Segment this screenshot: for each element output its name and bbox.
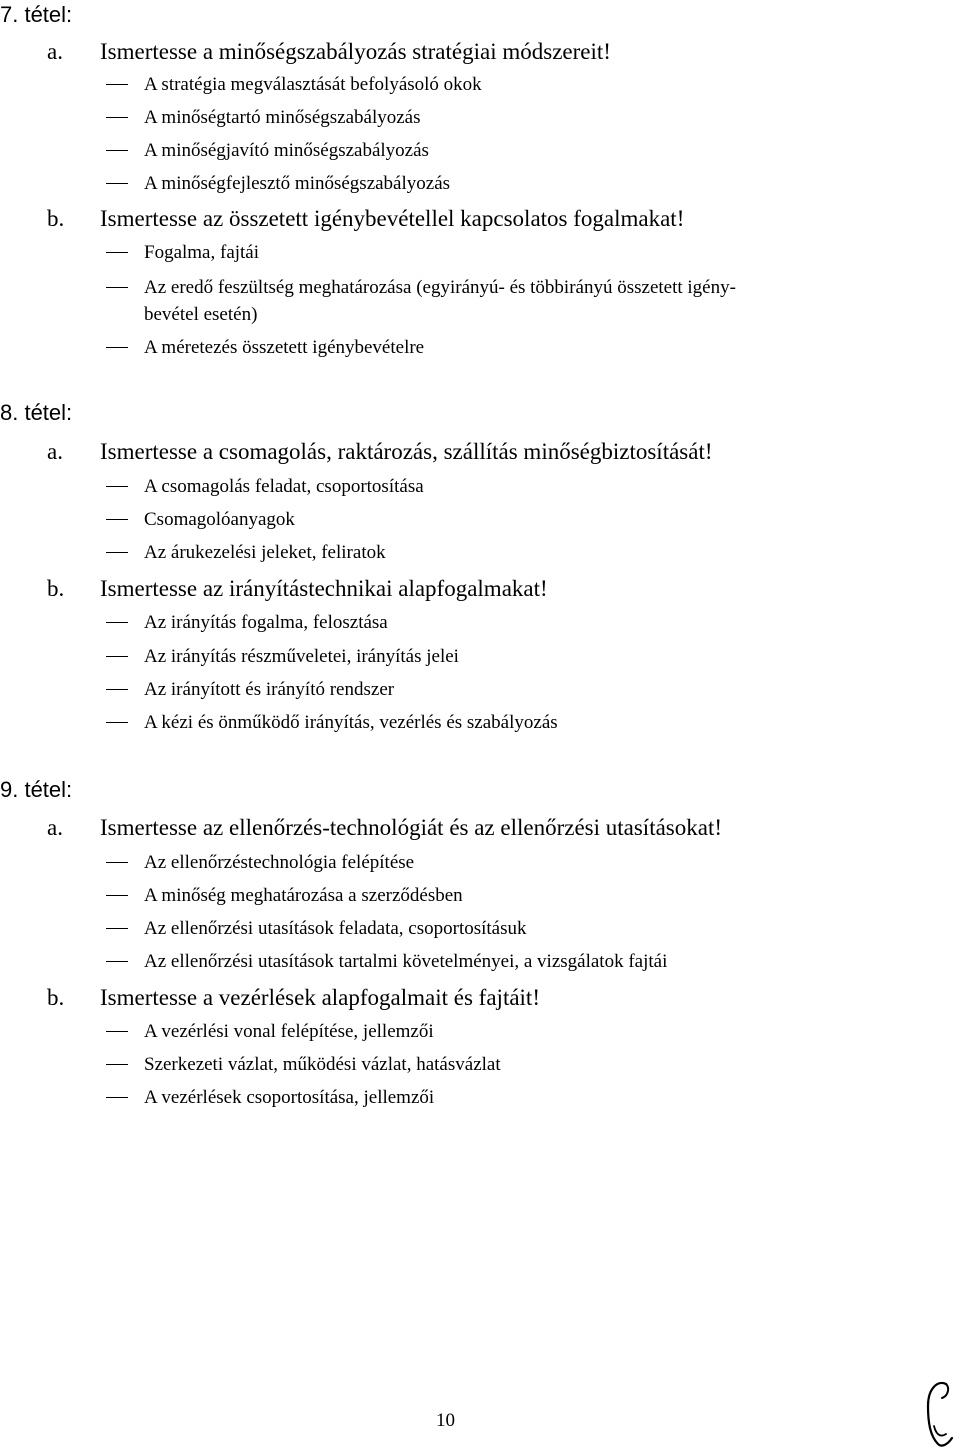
part-title: Ismertesse az ellenőrzés-technológiát és az ellenőrzési utasításokat! [100,815,722,840]
section-heading-8: 8. tétel: [0,400,73,425]
dash-icon [106,150,128,151]
dash-icon [106,347,128,348]
part-title: Ismertesse a minőségszabályozás stratégiai módszereit! [100,39,611,64]
dash-icon [106,486,128,487]
list-item: A minőség meghatározása a szerződésben [144,885,463,906]
section-heading-7: 7. tétel: [0,2,73,27]
part-letter: b. [47,985,65,1010]
section-heading-9: 9. tétel: [0,777,73,802]
dash-icon [106,552,128,553]
list-item: Az irányítás részműveletei, irányítás jelei [144,646,459,667]
dash-icon [106,252,128,253]
dash-icon [106,895,128,896]
list-item: A kézi és önműködő irányítás, vezérlés és szabályozás [144,712,558,733]
list-item: A csomagolás feladat, csoportosítása [144,476,424,497]
dash-icon [106,862,128,863]
dash-icon [106,1097,128,1098]
list-item: Az ellenőrzéstechnológia felépítése [144,852,415,873]
handwritten-signature-icon [920,1378,956,1450]
list-item: A stratégia megválasztását befolyásoló okok [144,74,482,95]
part-letter: a. [47,439,63,464]
list-item: Az ellenőrzési utasítások feladata, csoportosításuk [144,918,527,939]
list-item: A vezérlések csoportosítása, jellemzői [144,1087,435,1108]
part-letter: a. [47,815,63,840]
part-letter: b. [47,576,65,601]
dash-icon [106,84,128,85]
list-item: Az eredő feszültség meghatározása (egyirányú- és többirányú összetett igény- [144,277,736,298]
part-letter: b. [47,206,65,231]
dash-icon [106,722,128,723]
list-item-continuation: bevétel esetén) [144,304,258,325]
dash-icon [106,622,128,623]
part-letter: a. [47,39,63,64]
dash-icon [106,928,128,929]
list-item: Szerkezeti vázlat, működési vázlat, hatásvázlat [144,1054,501,1075]
dash-icon [106,656,128,657]
dash-icon [106,287,128,288]
list-item: A minőségjavító minőségszabályozás [144,140,429,161]
list-item: Az árukezelési jeleket, feliratok [144,542,386,563]
list-item: A méretezés összetett igénybevételre [144,337,425,358]
part-title: Ismertesse a csomagolás, raktározás, szállítás minőségbiztosítását! [100,439,713,464]
part-title: Ismertesse az irányítástechnikai alapfogalmakat! [100,576,548,601]
part-title: Ismertesse az összetett igénybevétellel kapcsolatos fogalmakat! [100,206,685,231]
list-item: Csomagolóanyagok [144,509,295,530]
list-item: Az ellenőrzési utasítások tartalmi követelményei, a vizsgálatok fajtái [144,951,668,972]
dash-icon [106,961,128,962]
dash-icon [106,183,128,184]
page-number: 10 [436,1410,455,1431]
dash-icon [106,1064,128,1065]
list-item: A minőségtartó minőségszabályozás [144,107,421,128]
part-title: Ismertesse a vezérlések alapfogalmait és fajtáit! [100,985,540,1010]
dash-icon [106,117,128,118]
dash-icon [106,519,128,520]
list-item: Fogalma, fajtái [144,242,260,263]
list-item: A minőségfejlesztő minőségszabályozás [144,173,451,194]
list-item: Az irányított és irányító rendszer [144,679,395,700]
dash-icon [106,689,128,690]
dash-icon [106,1031,128,1032]
list-item: A vezérlési vonal felépítése, jellemzői [144,1021,434,1042]
list-item: Az irányítás fogalma, felosztása [144,612,388,633]
